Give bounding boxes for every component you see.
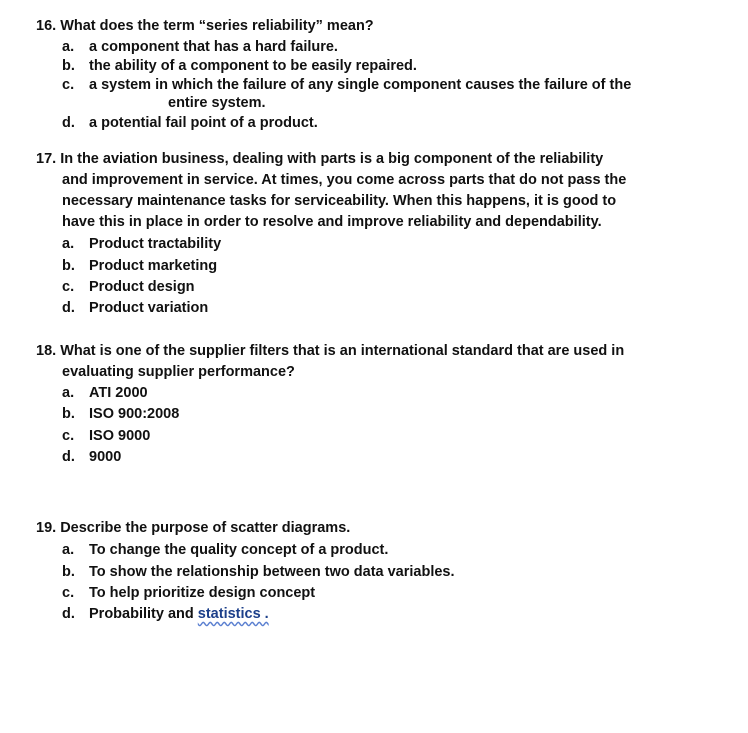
question-16-option-a: a. a component that has a hard failure. [62, 39, 338, 55]
question-16-option-c-continuation: entire system. [168, 95, 266, 111]
question-17-option-d: d. Product variation [62, 300, 209, 316]
question-19-option-b: b. To show the relationship between two data variables. [62, 564, 455, 580]
question-17-stem-line-2: and improvement in service. At times, you come across parts that do not pass the [62, 172, 627, 188]
question-18-number: 18. [36, 343, 57, 359]
question-17-stem-line-4: have this in place in order to resolve and improve reliability and dependability. [62, 214, 602, 230]
question-17-option-b: b. Product marketing [62, 258, 218, 274]
question-16-number: 16. [36, 18, 57, 34]
question-18-stem-line-2: evaluating supplier performance? [62, 364, 295, 380]
question-16-option-b: b. the ability of a component to be easily repaired. [62, 58, 417, 74]
question-16-option-d: d. a potential fail point of a product. [62, 115, 318, 131]
question-19-stem-line-1: 19. Describe the purpose of scatter diagrams. [36, 520, 351, 536]
question-17-stem-line-3: necessary maintenance tasks for serviceability. When this happens, it is good to [62, 193, 617, 209]
question-17-stem-line-1: 17. In the aviation business, dealing with parts is a big component of the reliability [36, 151, 604, 167]
question-19-number: 19. [36, 520, 57, 536]
question-17-number: 17. [36, 151, 57, 167]
question-18-stem-line-1: 18. What is one of the supplier filters that is an international standard that are used in [36, 343, 625, 359]
question-17-option-c: c. Product design [62, 279, 195, 295]
question-19-option-d: d. Probability and statistics . [62, 606, 269, 622]
question-16-stem: What does the term “series reliability” mean? [60, 18, 374, 34]
question-18-option-b: b. ISO 900:2008 [62, 406, 180, 422]
question-16-option-c: c. a system in which the failure of any single component causes the failure of the [62, 77, 632, 93]
question-18-option-c: c. ISO 9000 [62, 428, 151, 444]
question-19-option-c: c. To help prioritize design concept [62, 585, 316, 601]
question-19-option-a: a. To change the quality concept of a product. [62, 542, 389, 558]
question-18-option-a: a. ATI 2000 [62, 385, 148, 401]
spellcheck-underlined-word[interactable]: statistics . [197, 606, 269, 622]
question-18-option-d: d. 9000 [62, 449, 122, 465]
question-17-option-a: a. Product tractability [62, 236, 222, 252]
question-16-stem-line-1 [36, 16, 374, 36]
